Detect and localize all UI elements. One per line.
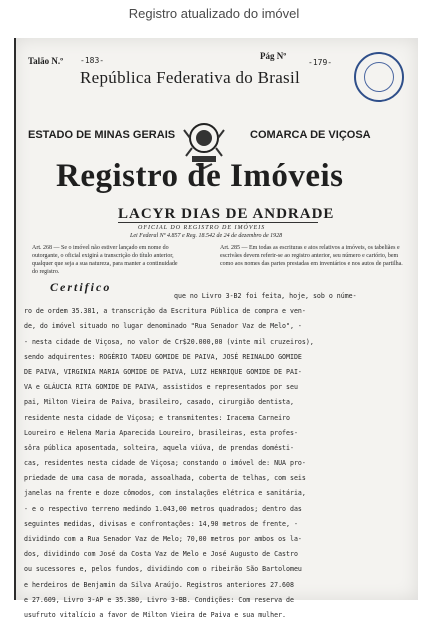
text-line: que no Livro 3-B2 foi feita, hoje, sob o núme- [174, 292, 357, 300]
registry-document [14, 38, 418, 619]
page-label: Pág Nº [260, 51, 287, 61]
text-line: e herdeiros de Benjamin da Silva Araújo. Registros anteriores 27.608 [24, 580, 294, 589]
text-line: sendo adquirentes: ROGÉRIO TADEU GOMIDE DE PAIVA, JOSÉ REINALDO GOMIDE [24, 352, 302, 361]
certifico-label: Certifico [50, 280, 112, 294]
text-line: pai, Milton Vieira de Paiva, brasileiro, casado, cirurgião dentista, [24, 398, 294, 407]
page-caption: Registro atualizado do imóvel [128, 6, 300, 21]
text-line: - e o respectivo terreno medindo 1.043,00 metros quadrados; dentro das [24, 504, 302, 513]
text-line: DE PAIVA, VIRGINIA MARIA GOMIDE DE PAIVA, LUIZ HENRIQUE GOMIDE DE PAI- [24, 367, 302, 376]
text-line: seguintes medidas, divisas e confrontações: 14,90 metros de frente, - [24, 519, 298, 528]
text-line: Loureiro e Helena Maria Aparecida Loureiro, brasileiras, esta profes- [24, 428, 298, 437]
text-line: residente nesta cidade de Viçosa; e transmitentes: Iracema Carneiro [24, 413, 290, 422]
law-reference: Lei Federal Nº 4.857 e Reg. 18.542 de 24 de dezembro de 1928 [130, 233, 283, 239]
text-line: e 27.609, Livro 3-AP e 35.380, Livro 3-BB. Condições: Com reserva de [24, 595, 294, 604]
page-number: -179- [308, 58, 333, 67]
text-line: dos, dividindo com José da Costa Vaz de Melo e José Augusto de Castro [24, 550, 298, 559]
talao-number: -183- [80, 56, 105, 65]
official-seal-icon [354, 52, 404, 102]
officer-role: OFICIAL DO REGISTRO DE IMÓVEIS [138, 225, 266, 231]
legal-note-right: Art. 285 — Em todas as escrituras e atos relativos a imóveis, os tabeliães e escrivães devem referir-se ao registro anterior, seu número e cartório, bem como aos nomes das partes prestadas em inventários e nos autos de partilha. [220, 245, 403, 267]
legal-note-left: Art. 268 — Se o imóvel não estiver lançado em nome do outorgante, o oficial exigirá a transcrição do título anterior, qualquer que seja a sua natureza, para manter a continuidade do registro. [32, 245, 178, 275]
text-line: janelas na frente e doze cômodos, com instalações elétrica e sanitária, [24, 489, 306, 498]
text-line: - nesta cidade de Viçosa, no valor de Cr$20.000,00 (vinte mil cruzeiros), [24, 337, 314, 346]
text-line: usufruto vitalício a favor de Milton Vieira de Paiva e sua mulher. [24, 610, 287, 619]
text-line: ro de ordem 35.381, a transcrição da Escritura Pública de compra e ven- [24, 307, 306, 316]
document-title: Registro de Imóveis [56, 158, 344, 194]
text-line: sôra pública aposentada, solteira, aquela viúva, de prendas domésti- [24, 443, 294, 452]
text-line: VA e GLÁUCIA RITA GOMIDE DE PAIVA, assistidos e representados por seu [24, 383, 298, 392]
title-divider [118, 222, 318, 223]
talao-label: Talão N.º [28, 56, 64, 66]
text-line: de, do imóvel situado no lugar denominado "Rua Senador Vaz de Melo", - [24, 322, 302, 331]
comarca-label: COMARCA DE VIÇOSA [250, 129, 371, 141]
republica-heading: República Federativa do Brasil [80, 68, 301, 87]
text-line: cas, residentes nesta cidade de Viçosa; constando o imóvel de: NUA pro- [24, 459, 306, 468]
officer-name: LACYR DIAS DE ANDRADE [118, 206, 335, 222]
estado-label: ESTADO DE MINAS GERAIS [28, 129, 176, 141]
transcription-body [24, 289, 412, 623]
text-line: dividindo com a Rua Senador Vaz de Melo; 70,00 metros por ambos os la- [24, 535, 302, 543]
text-line: ou sucessores e, pelos fundos, dividindo com o ribeirão São Bartolomeu [24, 565, 302, 574]
text-line: priedade de uma casa de morada, assoalhada, coberta de telhas, com seis [24, 474, 306, 483]
